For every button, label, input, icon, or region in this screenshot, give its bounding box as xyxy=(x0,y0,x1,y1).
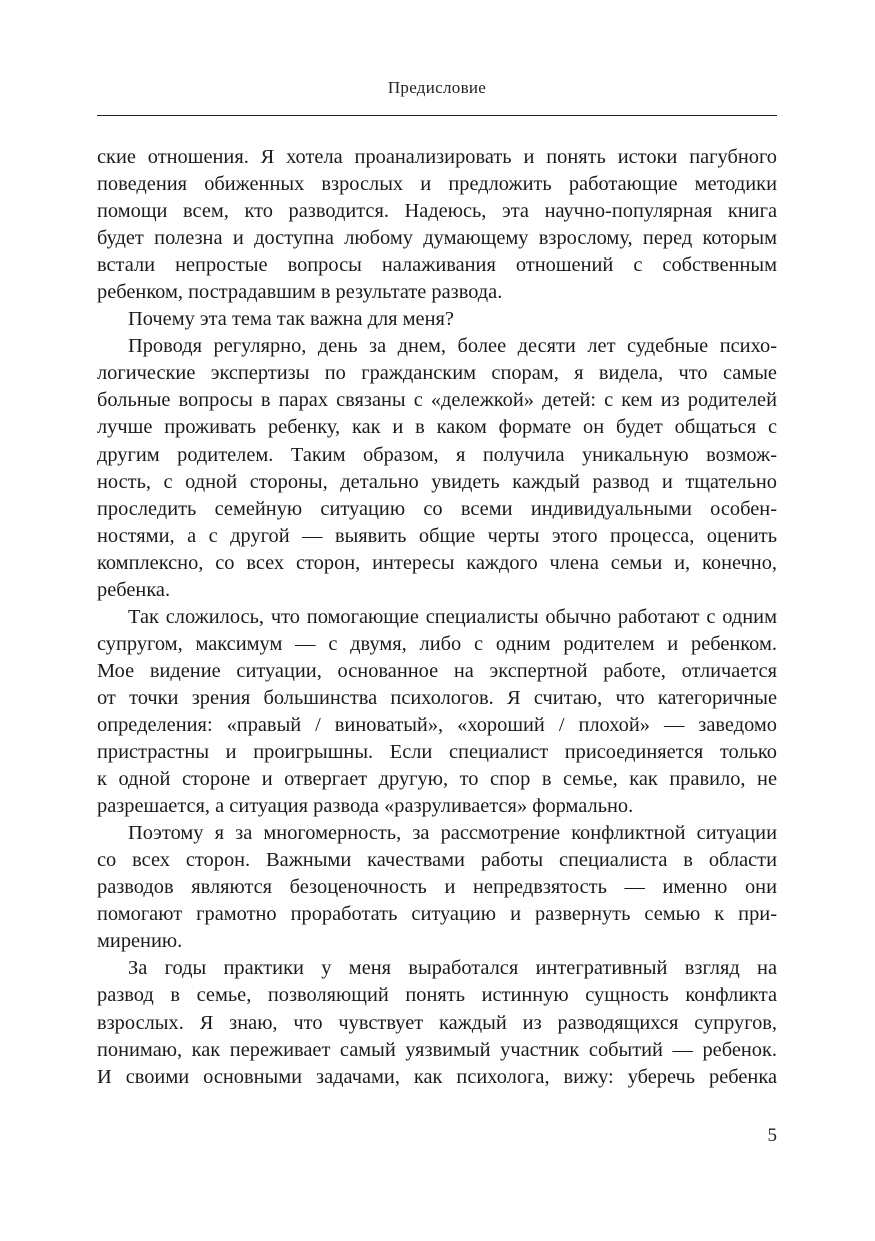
text-line: Поэтому я за многомерность, за рассмотрение конфликтной ситуации xyxy=(128,822,777,845)
text-line: разрешается, а ситуация развода «разруливается» формально. xyxy=(97,795,634,818)
text-line: супругом, максимум — с двумя, либо с одним родителем и ребенком. xyxy=(97,632,777,655)
page-number: 5 xyxy=(767,1125,777,1146)
text-line: За годы практики у меня выработался интегративный взгляд на xyxy=(128,957,777,980)
paragraph xyxy=(97,820,777,955)
text-line: Так сложилось, что помогающие специалисты обычно работают с одним xyxy=(128,605,777,628)
text-line: разводов являются безоценочность и непредвзятость — именно они xyxy=(97,876,777,899)
text-line: от точки зрения большинства психологов. Я считаю, что категоричные xyxy=(97,686,777,709)
text-line: будет полезна и доступна любому думающему взрослому, перед которым xyxy=(97,227,777,250)
text-line: пристрастны и проигрышны. Если специалист присоединяется только xyxy=(97,741,777,764)
text-line: логические экспертизы по гражданским спорам, я видела, что самые xyxy=(97,362,777,385)
header-rule xyxy=(97,115,777,116)
text-line: развод в семье, позволяющий понять истинную сущность конфликта xyxy=(97,984,777,1007)
text-line: ребенком, пострадавшим в результате развода. xyxy=(97,281,503,304)
text-line: мирению. xyxy=(97,930,183,953)
text-line: встали непростые вопросы налаживания отношений с собственным xyxy=(97,254,777,277)
text-line: к одной стороне и отвергает другую, то спор в семье, как правило, не xyxy=(97,768,777,791)
text-line: ность, с одной стороны, детально увидеть каждый развод и тщательно xyxy=(97,470,777,493)
text-line: другим родителем. Таким образом, я получила уникальную возмож- xyxy=(97,443,777,466)
text-line: проследить семейную ситуацию со всеми индивидуальными особен- xyxy=(97,497,777,520)
text-line: ские отношения. Я хотела проанализировать и понять истоки пагубного xyxy=(97,146,777,168)
paragraph xyxy=(97,306,777,333)
text-line: Мое видение ситуации, основанное на экспертной работе, отличается xyxy=(97,659,777,682)
text-line: Проводя регулярно, день за днем, более десяти лет судебные психо- xyxy=(128,335,777,358)
paragraph xyxy=(97,955,777,1090)
text-line: больные вопросы в парах связаны с «дележкой» детей: с кем из родителей xyxy=(97,389,777,412)
text-line: ребенка. xyxy=(97,578,171,601)
text-line: взрослых. Я знаю, что чувствует каждый из разводящихся супругов, xyxy=(97,1011,777,1034)
text-line: комплексно, со всех сторон, интересы каждого члена семьи и, конечно, xyxy=(97,551,777,574)
running-header: Предисловие xyxy=(387,78,487,97)
text-line: помогают грамотно проработать ситуацию и развернуть семью к при- xyxy=(97,903,777,926)
paragraph xyxy=(97,333,777,603)
text-line: Почему эта тема так важна для меня? xyxy=(128,308,454,331)
text-line: лучше проживать ребенку, как и в каком формате он будет общаться с xyxy=(97,416,777,439)
text-line: И своими основными задачами, как психолога, вижу: уберечь ребенка xyxy=(97,1065,777,1088)
text-line: ностями, а с другой — выявить общие черты этого процесса, оценить xyxy=(97,524,777,547)
body-text xyxy=(97,144,777,1091)
text-line: понимаю, как переживает самый уязвимый участник событий — ребенок. xyxy=(97,1038,777,1061)
text-line: со всех сторон. Важными качествами работы специалиста в области xyxy=(97,849,777,872)
paragraph xyxy=(97,604,777,820)
text-line: помощи всем, кто разводится. Надеюсь, эта научно-популярная книга xyxy=(97,200,777,223)
text-line: поведения обиженных взрослых и предложить работающие методики xyxy=(97,173,777,196)
text-line: определения: «правый / виноватый», «хороший / плохой» — заведомо xyxy=(97,713,777,736)
paragraph xyxy=(97,144,777,306)
